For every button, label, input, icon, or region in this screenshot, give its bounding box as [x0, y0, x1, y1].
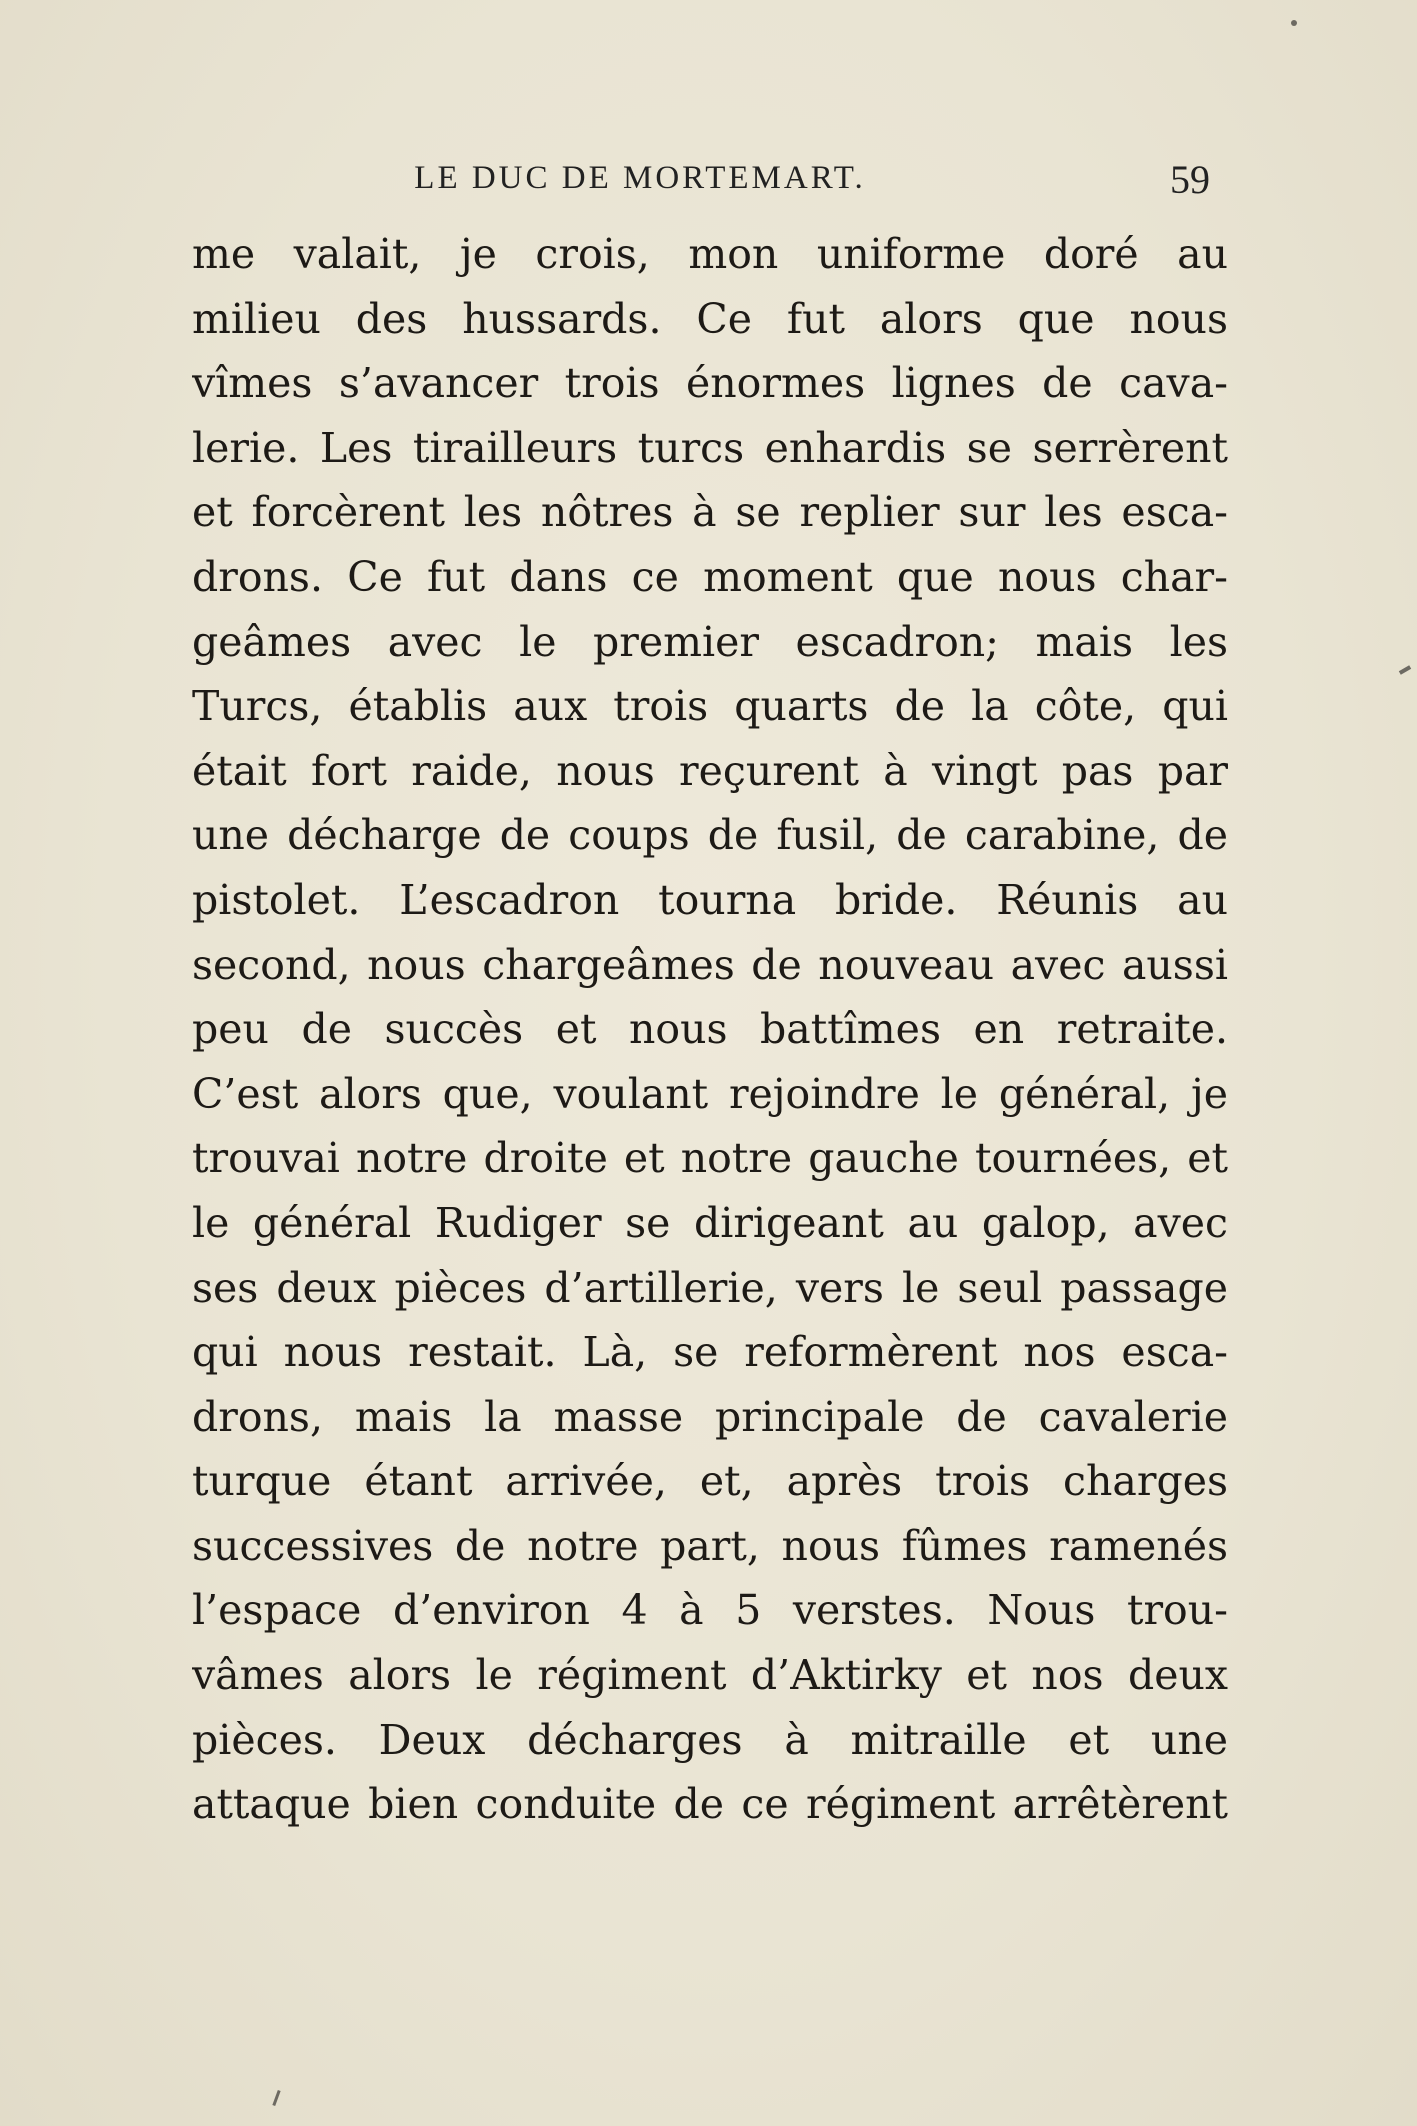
text-line: pièces. Deux décharges à mitraille et une — [192, 1715, 1228, 1764]
text-line: une décharge de coups de fusil, de carabine, de — [192, 811, 1228, 860]
text-line: pistolet. L’escadron tourna bride. Réunis au — [192, 875, 1228, 924]
text-line: l’espace d’environ 4 à 5 verstes. Nous trou- — [192, 1586, 1228, 1635]
text-line: drons, mais la masse principale de cavalerie — [192, 1392, 1228, 1441]
text-line: turque étant arrivée, et, après trois charges — [192, 1457, 1228, 1506]
page-number: 59 — [1170, 157, 1210, 202]
text-line: attaque bien conduite de ce régiment arrêtèrent — [192, 1780, 1228, 1829]
text-line: C’est alors que, voulant rejoindre le général, je — [192, 1069, 1228, 1118]
text-line: et forcèrent les nôtres à se replier sur les esca- — [192, 488, 1228, 537]
text-line: geâmes avec le premier escadron; mais les — [192, 617, 1228, 666]
text-line: successives de notre part, nous fûmes ramenés — [192, 1521, 1228, 1570]
text-line: peu de succès et nous battîmes en retraite. — [192, 1005, 1228, 1054]
text-line: vâmes alors le régiment d’Aktirky et nos deux — [192, 1651, 1228, 1700]
paper-speck — [272, 2090, 280, 2106]
paper-speck — [1291, 20, 1297, 26]
text-line: milieu des hussards. Ce fut alors que nous — [192, 294, 1228, 343]
text-line: qui nous restait. Là, se reformèrent nos esca- — [192, 1328, 1228, 1377]
text-line: vîmes s’avancer trois énormes lignes de cava- — [192, 359, 1228, 408]
text-line: lerie. Les tirailleurs turcs enhardis se serrèrent — [192, 423, 1228, 472]
text-line: était fort raide, nous reçurent à vingt pas par — [192, 746, 1228, 795]
text-line: ses deux pièces d’artillerie, vers le seul passage — [192, 1263, 1228, 1312]
text-line: trouvai notre droite et notre gauche tournées, et — [192, 1134, 1228, 1183]
text-line: second, nous chargeâmes de nouveau avec aussi — [192, 940, 1228, 989]
paper-speck — [1399, 665, 1411, 674]
text-line: Turcs, établis aux trois quarts de la côte, qui — [192, 682, 1228, 731]
text-line: me valait, je crois, mon uniforme doré au — [192, 230, 1228, 278]
text-line: drons. Ce fut dans ce moment que nous char- — [192, 552, 1228, 601]
body-text — [192, 222, 1228, 1837]
running-header — [190, 157, 1230, 204]
running-title: LE DUC DE MORTEMART. — [414, 160, 866, 196]
text-line: le général Rudiger se dirigeant au galop, avec — [192, 1198, 1228, 1247]
